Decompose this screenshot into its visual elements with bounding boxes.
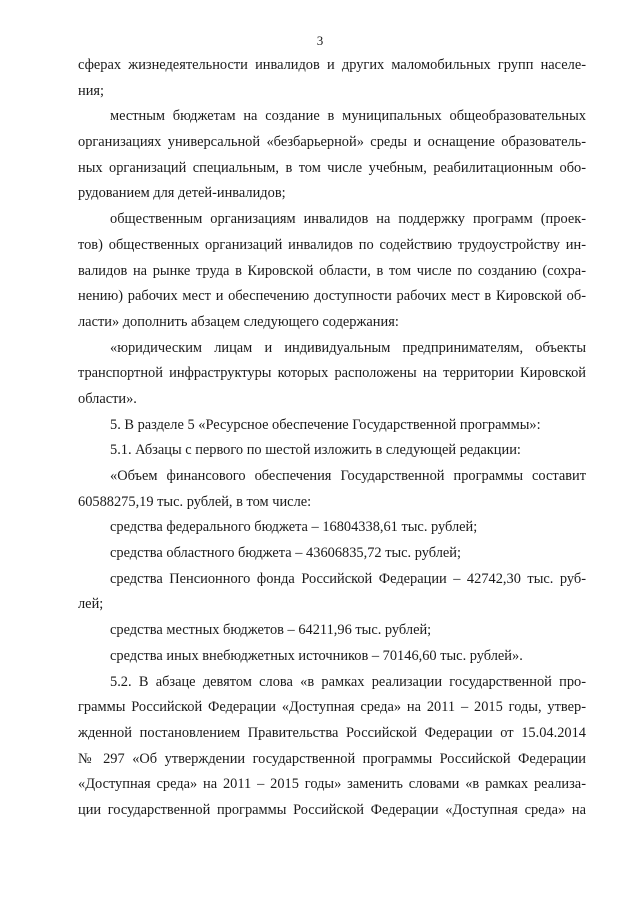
text-line: сферах жизнедеятельности инвалидов и других маломобильных групп населе- [78,57,586,73]
text-line: № 297 «Об утверждении государственной программы Российской Федерации [78,750,586,767]
text-line: валидов на рынке труда в Кировской области, в том числе по созданию (сохра- [78,262,586,279]
document-body [78,53,586,824]
text-line: средства иных внебюджетных источников – 70146,60 тыс. рублей». [110,647,523,664]
text-line: организациях универсальной «безбарьерной» среды и оснащение образователь- [78,134,586,151]
text-line: средства областного бюджета – 43606835,72 тыс. рублей; [110,545,461,562]
text-line: «Объем финансового обеспечения Государственной программы составит [110,468,586,484]
text-line: средства местных бюджетов – 64211,96 тыс. рублей; [110,622,432,639]
text-line: 5. В разделе 5 «Ресурсное обеспечение Государственной программы»: [110,416,541,433]
text-line: 5.1. Абзацы с первого по шестой изложить в следующей редакции: [110,442,521,459]
text-line: ции государственной программы Российской Федерации «Доступная среда» на [78,801,586,818]
text-line: области». [78,390,137,407]
text-line: транспортной инфраструктуры которых расположены на территории Кировской [78,365,586,382]
text-line: 5.2. В абзаце девятом слова «в рамках реализации государственной про- [110,673,586,690]
text-line: ласти» дополнить абзацем следующего содержания: [78,313,399,330]
text-line: тов) общественных организаций инвалидов по содействию трудоустройству ин- [78,236,586,253]
text-line: средства федерального бюджета – 16804338,61 тыс. рублей; [110,519,478,536]
text-line: «юридическим лицам и индивидуальным предпринимателям, объекты [110,339,586,356]
text-line: рудованием для детей-инвалидов; [78,185,286,202]
page-number: 3 [316,33,324,48]
text-line: 60588275,19 тыс. рублей, в том числе: [78,493,312,510]
text-line: нению) рабочих мест и обеспечению доступности рабочих мест в Кировской об- [78,288,586,305]
text-line: ных организаций специальным, в том числе учебным, реабилитационным обо- [78,159,586,176]
text-line: средства Пенсионного фонда Российской Федерации – 42742,30 тыс. руб- [110,570,586,587]
text-line: граммы Российской Федерации «Доступная среда» на 2011 – 2015 годы, утвер- [78,699,586,716]
text-line: общественным организациям инвалидов на поддержку программ (проек- [110,211,586,228]
text-line: ния; [78,82,105,99]
text-line: местным бюджетам на создание в муниципальных общеобразовательных [110,108,586,125]
text-line: лей; [78,596,104,613]
text-line: жденной постановлением Правительства Российской Федерации от 15.04.2014 [78,724,586,741]
text-line: «Доступная среда» на 2011 – 2015 годы» заменить словами «в рамках реализа- [78,776,586,793]
